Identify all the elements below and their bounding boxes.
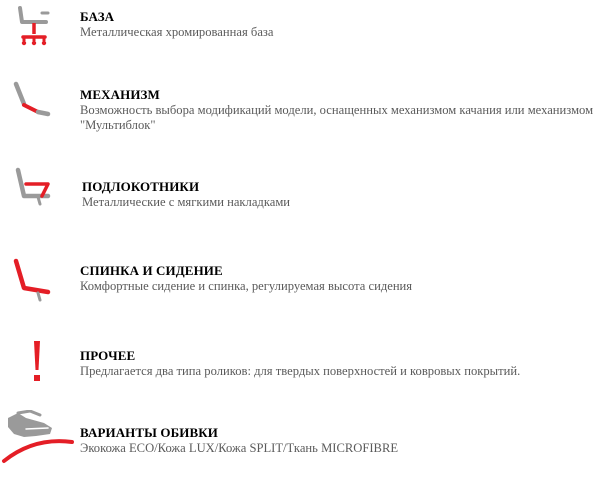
feature-title: СПИНКА И СИДЕНИЕ (80, 263, 223, 278)
feature-description: Предлагается два типа роликов: для твердых поверхностей и ковровых покрытий. (80, 364, 521, 378)
feature-description: Комфортные сидение и спинка, регулируемая высота сидения (80, 279, 413, 293)
chair-mechanism-icon (0, 78, 70, 128)
exclamation-icon (0, 340, 70, 390)
chair-armrest-icon (0, 162, 70, 212)
feature-description: Возможность выбора модификаций модели, оснащенных механизмом качания или механизмом "Мультиблок" (80, 103, 594, 132)
feature-title: МЕХАНИЗМ (80, 87, 160, 102)
chair-back-seat-icon (0, 256, 70, 306)
feature-description: Металлическая хромированная база (80, 25, 274, 39)
feature-description: Металлические с мягкими накладками (82, 195, 291, 209)
upholstery-hand-icon (0, 410, 76, 466)
feature-title: ПОДЛОКОТНИКИ (82, 179, 200, 194)
feature-title: БАЗА (80, 9, 115, 24)
feature-title: ПРОЧЕЕ (80, 348, 136, 363)
feature-title: ВАРИАНТЫ ОБИВКИ (80, 425, 219, 440)
chair-base-icon (0, 0, 70, 50)
feature-description: Экокожа ECO/Кожа LUX/Кожа SPLIT/Ткань MICROFIBRE (80, 441, 399, 455)
